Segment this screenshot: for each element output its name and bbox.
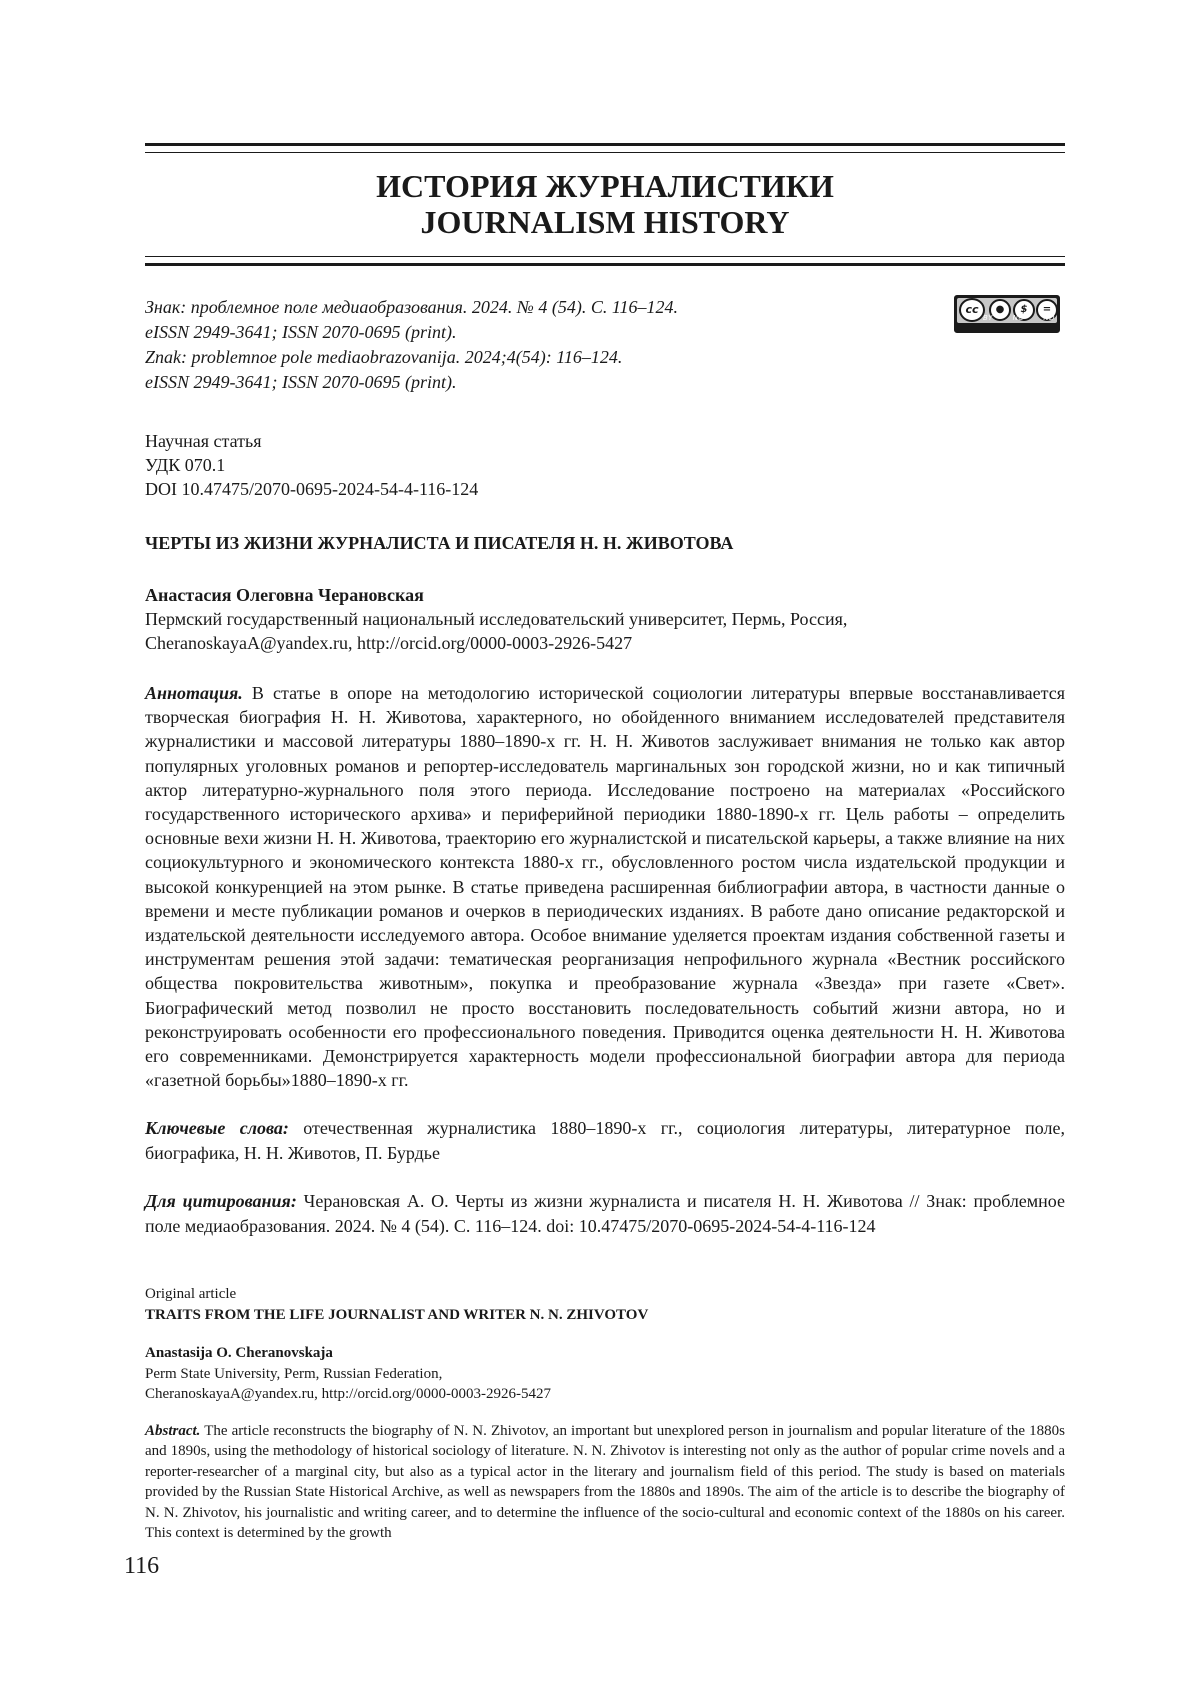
- source-citation-block: [145, 295, 1065, 395]
- abstract-ru: [145, 681, 1065, 1092]
- source-line-1: Знак: проблемное поле медиаобразования. 2024. № 4 (54). С. 116–124.: [145, 297, 679, 317]
- page-number: 116: [124, 1553, 160, 1579]
- article-title-ru: ЧЕРТЫ ИЗ ЖИЗНИ ЖУРНАЛИСТА И ПИСАТЕЛЯ Н. Н. ЖИВОТОВА: [145, 533, 734, 553]
- author-block-en: [145, 1343, 1065, 1405]
- article-type-en: Original article: [145, 1286, 237, 1303]
- rubric-en: JOURNALISM HISTORY: [420, 204, 790, 240]
- cc-label-nc: NC: [1012, 314, 1024, 322]
- source-line-2: eISSN 2949-3641; ISSN 2070-0695 (print).: [145, 322, 457, 342]
- author-block-ru: [145, 583, 1065, 655]
- author-contacts-en[interactable]: CheranoskayaA@yandex.ru, http://orcid.org/0000-0003-2926-5427: [145, 1386, 551, 1403]
- abstract-en-label: Abstract.: [145, 1422, 201, 1439]
- cc-license-badge[interactable]: [954, 295, 1060, 333]
- author-affiliation-en: Perm State University, Perm, Russian Federation,: [145, 1365, 443, 1382]
- abstract-en-text: The article reconstructs the biography of N. N. Zhivotov, an important but unexplored person in journalism and popular literature of the 1880s and 1890s, using the methodology of historical sociology of literature. N. N. Zhivotov is interesting not only as the author of popular crime novels and a reporter-researcher of a marginal city, but also as a typical actor in the literary and journalism field of this period. The study is based on materials provided by the Russian State Historical Archive, as well as newspapers from the 1880s and 1890s. The aim of the article is to describe the biography of N. N. Zhivotov, his journalistic and writing career, and to determine the influence of the socio-cultural and economic context of the 1880s on his career. This context is determined by the growth: [145, 1422, 1065, 1542]
- article-type: Научная статья: [145, 431, 262, 451]
- doi[interactable]: DOI 10.47475/2070-0695-2024-54-4-116-124: [145, 479, 479, 499]
- author-name-ru: Анастасия Олеговна Черановская: [145, 585, 424, 605]
- cc-label-nd: ND: [1043, 314, 1055, 322]
- source-line-3: Znak: problemnoe pole mediaobrazovanija. 2024;4(54): 116–124.: [145, 347, 623, 367]
- citation-ru: [145, 1189, 1065, 1238]
- cc-label-by: BY: [983, 314, 993, 322]
- citation-ru-label: Для цитирования:: [145, 1191, 297, 1212]
- english-header-block: [145, 1284, 1065, 1405]
- keywords-ru-text: отечественная журналистика 1880–1890-х гг., социология литературы, литературное поле, биографика, Н. Н. Животов, П. Бурдье: [145, 1118, 1066, 1163]
- author-contacts-ru[interactable]: CheranoskayaA@yandex.ru, http://orcid.org/0000-0003-2926-5427: [145, 633, 633, 653]
- author-name-en: Anastasija O. Cheranovskaja: [145, 1345, 333, 1362]
- cc-nc-icon: $: [1013, 299, 1035, 321]
- cc-icon: cc: [959, 298, 985, 322]
- cc-nd-icon: =: [1036, 299, 1058, 321]
- article-title-en: TRAITS FROM THE LIFE JOURNALIST AND WRITER N. N. ZHIVOTOV: [145, 1306, 649, 1323]
- header-top-rule: [145, 143, 1065, 146]
- citation-ru-text: Черановская А. О. Черты из жизни журналиста и писателя Н. Н. Животова // Знак: проблемное поле медиаобразования. 2024. № 4 (54). С. 116–124. doi: 10.47475/2070-0695-2024-54-4-116-124: [145, 1191, 1066, 1236]
- keywords-ru: [145, 1116, 1065, 1165]
- cc-by-icon: ●: [989, 299, 1011, 321]
- abstract-ru-text: В статье в опоре на методологию исторической социологии литературы впервые восстанавливается творческая биография Н. Н. Животова, характерного, но обойденного вниманием исследователей представителя журналистики и массовой литературы 1880–1890-х гг. Н. Н. Животов заслуживает внимания не только как автор популярных уголовных романов и репортер-исследователь маргинальных зон городской жизни, но и как типичный актор литературно-журнального поля этого периода. Исследование построено на материалах «Российского государственного исторического архива» и периферийной периодики 1880-1890-х гг. Цель работы – определить основные вехи жизни Н. Н. Животова, траекторию его журналистской и писательской карьеры, а также влияние на них социокультурного и экономического контекста 1880-х гг., обусловленного ростом числа издательской продукции и высокой конкуренцией на этом рынке. В статье приведена расширенная библиографии автора, в частности данные о времени и месте публикации романов и очерков в периодических изданиях. В работе дано описание редакторской и издательской деятельности исследуемого автора. Особое внимание уделяется проектам издания собственной газеты и инструментам решения этой задачи: тематическая реорганизация непрофильного журнала «Вестник российского общества покровительства животным», покупка и преобразование журнала «Звезда» при газете «Свет». Биографический метод позволил не просто восстановить последовательность событий жизни автора, но и реконструировать особенности его профессионального поведения. Приводится оценка деятельности Н. Н. Животова его современниками. Демонстрируется характерность модели профессиональной биографии автора для периода «газетной борьбы»1880–1890-х гг.: [145, 683, 1066, 1091]
- source-line-4: eISSN 2949-3641; ISSN 2070-0695 (print).: [145, 372, 457, 392]
- abstract-ru-label: Аннотация.: [145, 683, 243, 703]
- article-page: [145, 143, 1065, 1544]
- cc-badge-labels: [983, 306, 1055, 331]
- header-bottom-rule: [145, 256, 1065, 257]
- rubric-ru: ИСТОРИЯ ЖУРНАЛИСТИКИ: [376, 168, 834, 204]
- abstract-en: [145, 1421, 1065, 1544]
- udc-code: УДК 070.1: [145, 455, 226, 475]
- section-rubric: [145, 168, 1065, 240]
- article-meta: [145, 429, 1065, 501]
- keywords-ru-label: Ключевые слова:: [145, 1118, 289, 1139]
- author-affiliation-ru: Пермский государственный национальный исследовательский университет, Пермь, Россия,: [145, 609, 848, 629]
